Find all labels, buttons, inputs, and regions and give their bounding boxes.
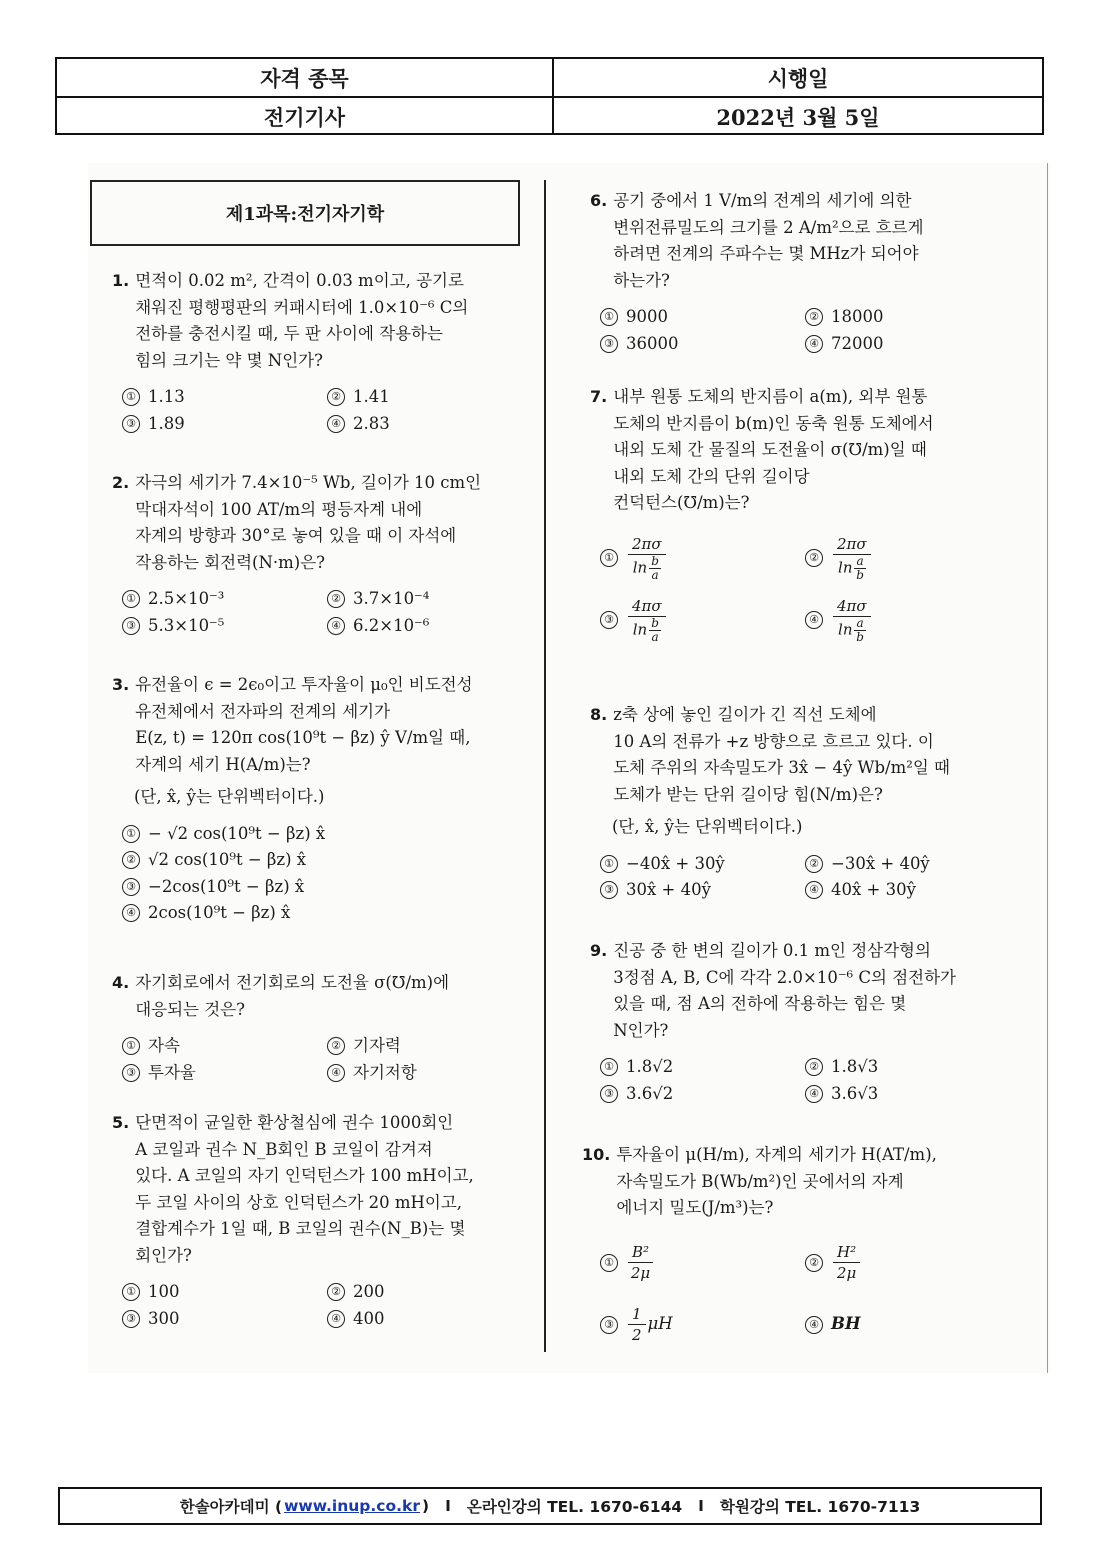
exam-date-value: 2022년 3월 5일 — [716, 104, 880, 130]
fraction-numerator: H² — [833, 1242, 860, 1263]
option-text: BH — [831, 1314, 861, 1334]
footer-org-close: ) — [421, 1497, 430, 1515]
question-5 — [112, 1110, 532, 1332]
inner-denominator: b — [856, 629, 864, 644]
question-number: 5. — [112, 1113, 130, 1132]
option-mark: ① — [122, 1283, 140, 1301]
fraction-denominator: 2μ — [836, 1264, 857, 1282]
ln-text: ln — [632, 620, 648, 638]
fraction-numerator: 1 — [628, 1304, 646, 1325]
option-text: 1.41 — [353, 387, 390, 406]
option-4[interactable] — [805, 589, 1010, 651]
column-divider — [544, 180, 546, 1352]
option-text: 400 — [353, 1308, 385, 1328]
options — [600, 304, 1020, 357]
option-mark: ① — [122, 590, 140, 608]
question-3 — [112, 672, 532, 927]
question-text: 자기회로에서 전기회로의 도전율 σ(℧/m)에 대응되는 것은? — [135, 973, 450, 1019]
option-text: 1.89 — [148, 413, 185, 433]
option-mark: ② — [805, 1058, 823, 1076]
options — [600, 527, 1020, 651]
option-4[interactable] — [327, 1060, 532, 1087]
inner-numerator: b — [651, 553, 659, 568]
fraction-denominator — [838, 617, 866, 644]
option-text: −2cos(10⁹t − βz) x̂ — [148, 876, 305, 896]
option-mark: ③ — [122, 1310, 140, 1328]
option-1[interactable] — [600, 527, 805, 589]
option-mark: ② — [805, 308, 823, 326]
option-4[interactable] — [805, 331, 1010, 358]
option-text: 자기저항 — [353, 1062, 417, 1082]
option-4[interactable] — [805, 1081, 1010, 1108]
option-3[interactable] — [122, 1306, 327, 1333]
option-1[interactable] — [122, 1279, 327, 1306]
ln-text: ln — [632, 558, 648, 576]
question-text: 내부 원통 도체의 반지름이 a(m), 외부 원통 도체의 반지름이 b(m)인 동축 원통 도체에서 내외 도체 간 물질의 도전율이 σ(℧/m)일 때 내외 도체 간의 단위 길이당 컨덕턴스(℧/m)는? — [613, 387, 934, 512]
inner-fraction — [649, 555, 661, 582]
option-text: 9000 — [626, 307, 668, 326]
option-1[interactable] — [122, 384, 327, 411]
option-tail: μH — [647, 1314, 673, 1334]
footer-offline-phone: 학원강의 TEL. 1670-7113 — [719, 1498, 921, 1516]
option-mark: ③ — [600, 881, 618, 899]
question-9 — [590, 938, 1020, 1107]
option-mark: ① — [122, 388, 140, 406]
option-4[interactable] — [122, 900, 532, 927]
fraction-denominator — [633, 617, 661, 644]
question-note: (단, x̂, ŷ는 단위벡터이다.) — [612, 817, 803, 836]
option-mark: ③ — [600, 611, 618, 629]
inner-fraction — [854, 555, 865, 582]
question-text: 자극의 세기가 7.4×10⁻⁵ Wb, 길이가 10 cm인 막대자석이 100 AT/m의 평등자계 내에 자계의 방향과 30°로 놓여 있을 때 이 자석에 작용하는 회전력(N·m)은? — [135, 473, 482, 572]
question-text: 투자율이 μ(H/m), 자계의 세기가 H(AT/m), 자속밀도가 B(Wb/m²)인 곳에서의 자계 에너지 밀도(J/m³)는? — [616, 1145, 937, 1217]
options — [122, 384, 532, 437]
fraction-denominator — [838, 555, 866, 582]
option-text: 1.8√3 — [831, 1057, 879, 1076]
option-text: 30x̂ + 40ŷ — [626, 880, 711, 899]
footer-separator: I — [698, 1497, 704, 1515]
option-mark: ② — [327, 1283, 345, 1301]
option-3[interactable] — [600, 331, 805, 358]
option-text: 36000 — [626, 333, 679, 353]
footer-bar — [58, 1487, 1042, 1525]
fraction-denominator: 2μ — [630, 1264, 651, 1282]
option-mark: ① — [122, 825, 140, 843]
option-text: −40x̂ + 30ŷ — [626, 853, 725, 873]
option-3[interactable] — [122, 1060, 327, 1087]
fraction-numerator: 4πσ — [628, 596, 666, 617]
option-2[interactable] — [805, 851, 1010, 878]
question-number: 10. — [582, 1145, 611, 1164]
option-mark: ④ — [805, 1085, 823, 1103]
option-3[interactable] — [600, 1081, 805, 1108]
option-mark: ② — [122, 851, 140, 869]
option-3[interactable] — [600, 1294, 805, 1356]
option-text: 200 — [353, 1282, 385, 1301]
option-mark: ③ — [600, 1316, 618, 1334]
option-mark: ④ — [805, 611, 823, 629]
inner-denominator: a — [651, 629, 659, 644]
options — [122, 821, 532, 927]
option-2[interactable] — [327, 1033, 532, 1060]
option-text: 72000 — [831, 333, 884, 353]
option-mark: ③ — [122, 878, 140, 896]
option-text: 40x̂ + 30ŷ — [831, 880, 916, 899]
question-6 — [590, 188, 1020, 357]
question-number: 3. — [112, 675, 130, 694]
question-number: 8. — [590, 705, 608, 724]
fraction — [628, 1242, 653, 1283]
option-mark: ① — [122, 1037, 140, 1055]
option-mark: ② — [327, 590, 345, 608]
option-2[interactable] — [327, 586, 532, 613]
option-mark: ④ — [327, 1064, 345, 1082]
option-4[interactable] — [327, 1306, 532, 1333]
option-2[interactable] — [805, 1232, 1010, 1294]
fraction-denominator: 2 — [632, 1326, 642, 1344]
inner-fraction — [649, 617, 661, 644]
option-mark: ① — [600, 855, 618, 873]
question-7 — [590, 384, 1020, 651]
option-mark: ① — [600, 549, 618, 567]
option-1[interactable] — [600, 1232, 805, 1294]
option-1[interactable] — [600, 304, 805, 331]
option-3[interactable] — [600, 877, 805, 904]
option-1[interactable] — [122, 821, 532, 848]
fraction — [628, 596, 666, 644]
option-3[interactable] — [122, 613, 327, 640]
footer-org: 한솔아카데미 ( — [179, 1498, 283, 1516]
option-mark: ② — [327, 1037, 345, 1055]
option-3[interactable] — [122, 411, 327, 438]
option-text: 2.83 — [353, 413, 390, 433]
inner-denominator: a — [651, 567, 659, 582]
option-4[interactable] — [805, 877, 1010, 904]
inner-fraction — [854, 617, 865, 644]
option-2[interactable] — [805, 527, 1010, 589]
option-mark: ③ — [122, 617, 140, 635]
option-1[interactable] — [122, 586, 327, 613]
fraction — [833, 596, 871, 644]
option-text: 2.5×10⁻³ — [148, 589, 225, 608]
option-text: − √2 cos(10⁹t − βz) x̂ — [148, 823, 326, 843]
options — [122, 586, 532, 639]
option-text: 투자율 — [148, 1062, 196, 1082]
question-number: 4. — [112, 973, 130, 992]
option-3[interactable] — [122, 874, 532, 901]
option-text: 1.13 — [148, 387, 185, 406]
option-mark: ② — [805, 549, 823, 567]
exam-info-table — [55, 57, 1044, 135]
option-mark: ③ — [122, 415, 140, 433]
option-4[interactable] — [327, 411, 532, 438]
options — [600, 1232, 1022, 1356]
option-mark: ④ — [122, 904, 140, 922]
question-number: 9. — [590, 941, 608, 960]
header-row — [57, 59, 1042, 96]
question-number: 6. — [590, 191, 608, 210]
fraction-numerator: 2πσ — [833, 534, 871, 555]
option-text: 2cos(10⁹t − βz) x̂ — [148, 903, 291, 922]
fraction-denominator — [633, 555, 661, 582]
option-mark: ③ — [122, 1064, 140, 1082]
page-edge — [1047, 163, 1048, 1373]
exam-type-label: 자격 종목 — [57, 59, 554, 96]
question-text: 공기 중에서 1 V/m의 전계의 세기에 의한 변위전류밀도의 크기를 2 A/m²으로 흐르게 하려면 전계의 주파수는 몇 MHz가 되어야 하는가? — [613, 191, 924, 290]
option-text: 기자력 — [353, 1036, 401, 1055]
exam-type-value: 전기기사 — [57, 98, 554, 135]
fraction — [628, 534, 666, 582]
option-mark: ① — [600, 1058, 618, 1076]
footer-online-phone: 온라인강의 TEL. 1670-6144 — [466, 1498, 683, 1516]
option-mark: ② — [805, 855, 823, 873]
fraction — [833, 1242, 860, 1283]
option-mark: ① — [600, 308, 618, 326]
option-text: 5.3×10⁻⁵ — [148, 615, 225, 635]
option-mark: ④ — [327, 415, 345, 433]
fraction-numerator: B² — [628, 1242, 653, 1263]
question-number: 2. — [112, 473, 130, 492]
option-text: −30x̂ + 40ŷ — [831, 853, 930, 873]
question-2 — [112, 470, 532, 639]
ln-text: ln — [838, 558, 853, 576]
option-mark: ④ — [327, 1310, 345, 1328]
option-2[interactable] — [327, 384, 532, 411]
inner-denominator: b — [856, 567, 864, 582]
option-1[interactable] — [600, 1054, 805, 1081]
option-text: 6.2×10⁻⁶ — [353, 615, 430, 635]
inner-numerator: a — [856, 615, 864, 630]
question-text: 단면적이 균일한 환상철심에 권수 1000회인 A 코일과 권수 N_B회인 B 코일이 감겨져 있다. A 코일의 자기 인덕턴스가 100 mH이고, 두 코일 사이의 상호 인덕턴스가 20 mH이고, 결합계수가 1일 때, B 코일의 권수(N_B)는 몇 회인가? — [135, 1113, 474, 1265]
option-4[interactable] — [327, 613, 532, 640]
inner-numerator: b — [651, 615, 659, 630]
option-text: 18000 — [831, 307, 884, 326]
value-row — [57, 96, 1042, 135]
option-2[interactable] — [805, 1054, 1010, 1081]
question-number: 1. — [112, 271, 130, 290]
footer-website-link[interactable]: www.inup.co.kr — [284, 1497, 420, 1515]
question-text: 면적이 0.02 m², 간격이 0.03 m이고, 공기로 채워진 평행평판의 커패시터에 1.0×10⁻⁶ C의 전하를 충전시킬 때, 두 판 사이에 작용하는 힘의 크기는 약 몇 N인가? — [135, 271, 469, 370]
question-note: (단, x̂, ŷ는 단위벡터이다.) — [134, 787, 325, 806]
fraction-numerator: 4πσ — [833, 596, 871, 617]
option-1[interactable] — [600, 851, 805, 878]
option-text: 자속 — [148, 1036, 180, 1055]
fraction — [833, 534, 871, 582]
option-text: 100 — [148, 1282, 180, 1301]
fraction-numerator: 2πσ — [628, 534, 666, 555]
options — [600, 851, 1020, 904]
option-mark: ② — [327, 388, 345, 406]
option-text: √2 cos(10⁹t − βz) x̂ — [148, 850, 307, 869]
ln-text: ln — [838, 620, 853, 638]
subject-title: 제1과목:전기자기학 — [90, 180, 520, 246]
question-text: 유전율이 ϵ = 2ϵ₀이고 투자율이 μ₀인 비도전성 유전체에서 전자파의 전계의 세기가 E(z, t) = 120π cos(10⁹t − βz) ŷ V/m일 때, 자계의 세기 H(A/m)는? — [135, 675, 473, 774]
option-mark: ① — [600, 1254, 618, 1272]
question-number: 7. — [590, 387, 608, 406]
option-1[interactable] — [122, 1033, 327, 1060]
question-text: z축 상에 놓인 길이가 긴 직선 도체에 10 A의 전류가 +z 방향으로 흐르고 있다. 이 도체 주위의 자속밀도가 3x̂ − 4ŷ Wb/m²일 때 도체가 받는 단위 길이당 힘(N/m)은? — [613, 705, 950, 804]
question-8 — [590, 702, 1020, 904]
inner-numerator: a — [856, 553, 864, 568]
question-1 — [112, 268, 532, 437]
option-mark: ④ — [327, 617, 345, 635]
footer-separator: I — [445, 1497, 451, 1515]
option-mark: ③ — [600, 335, 618, 353]
option-mark: ③ — [600, 1085, 618, 1103]
option-2[interactable] — [805, 304, 1010, 331]
options — [600, 1054, 1020, 1107]
fraction — [628, 1304, 646, 1345]
options — [122, 1033, 532, 1086]
option-mark: ② — [805, 1254, 823, 1272]
exam-date-label: 시행일 — [767, 65, 829, 91]
options — [122, 1279, 532, 1332]
option-text: 1.8√2 — [626, 1057, 674, 1076]
option-text: 300 — [148, 1308, 180, 1328]
option-4[interactable] — [805, 1294, 1010, 1356]
option-text: 3.6√2 — [626, 1083, 674, 1103]
option-2[interactable] — [327, 1279, 532, 1306]
option-3[interactable] — [600, 589, 805, 651]
option-mark: ④ — [805, 1316, 823, 1334]
option-mark: ④ — [805, 335, 823, 353]
question-4 — [112, 970, 532, 1086]
question-text: 진공 중 한 변의 길이가 0.1 m인 정삼각형의 3정점 A, B, C에 각각 2.0×10⁻⁶ C의 점전하가 있을 때, 점 A의 전하에 작용하는 힘은 몇 N인가? — [613, 941, 956, 1040]
question-10 — [582, 1142, 1022, 1356]
option-text: 3.7×10⁻⁴ — [353, 589, 430, 608]
option-text: 3.6√3 — [831, 1083, 879, 1103]
option-mark: ④ — [805, 881, 823, 899]
option-2[interactable] — [122, 847, 532, 874]
